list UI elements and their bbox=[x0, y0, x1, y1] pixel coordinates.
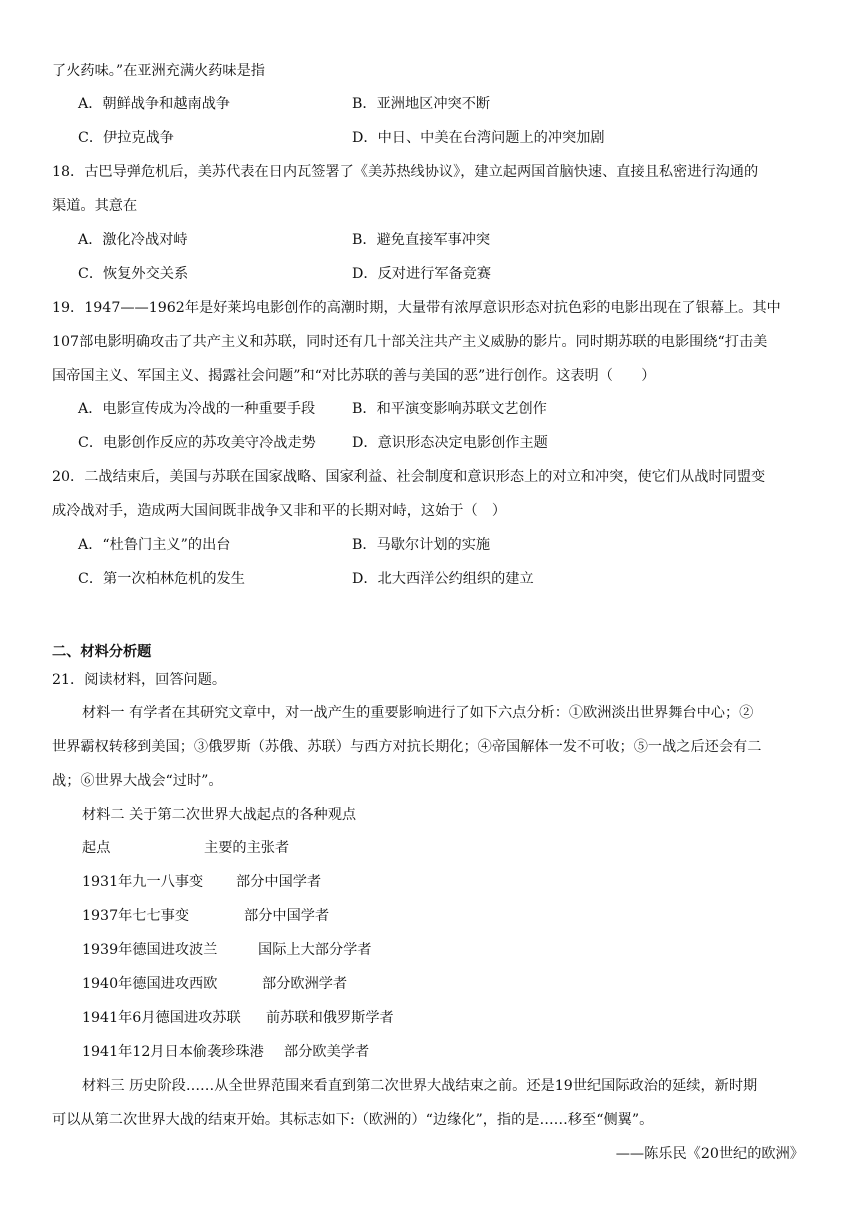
q21-table-row-start: 1940年德国进攻西欧 bbox=[82, 976, 218, 992]
q19-option-a: A．电影宣传成为冷战的一种重要手段 bbox=[78, 401, 316, 417]
q21-table-header-who: 主要的主张者 bbox=[204, 840, 290, 856]
q21-table-row-start: 1939年德国进攻波兰 bbox=[82, 942, 218, 958]
q18-stem-line2: 渠道。其意在 bbox=[52, 198, 138, 214]
q19-stem-line2: 107部电影明确攻击了共产主义和苏联，同时还有几十部关注共产主义威胁的影片。同时期苏联的电影围绕“打击美 bbox=[52, 334, 768, 350]
q21-stem: 21．阅读材料，回答问题。 bbox=[52, 672, 227, 688]
q19-option-c: C．电影创作反应的苏攻美守冷战走势 bbox=[78, 435, 316, 451]
q21-table-row-who: 部分中国学者 bbox=[236, 874, 322, 890]
q20-stem-line2: 成冷战对手，造成两大国间既非战争又非和平的长期对峙，这始于（ ） bbox=[52, 503, 507, 519]
q18-option-c: C．恢复外交关系 bbox=[78, 266, 189, 282]
q17-option-c: C．伊拉克战争 bbox=[78, 130, 174, 146]
q19-stem-line3: 国帝国主义、军国主义、揭露社会问题”和“对比苏联的善与美国的恶”进行创作。这表明（ ） bbox=[52, 368, 656, 384]
q21-table-row-start: 1937年七七事变 bbox=[82, 908, 190, 924]
q21-table-row-start: 1931年九一八事变 bbox=[82, 874, 204, 890]
q20-stem-line1: 20．二战结束后，美国与苏联在国家战略、国家利益、社会制度和意识形态上的对立和冲突，使它们从战时同盟变 bbox=[52, 469, 766, 485]
q21-table-header-start: 起点 bbox=[82, 840, 111, 856]
q21-table-row-who: 前苏联和俄罗斯学者 bbox=[266, 1010, 394, 1026]
q21-table-row-start: 1941年12月日本偷袭珍珠港 bbox=[82, 1044, 264, 1060]
q20-option-c: C．第一次柏林危机的发生 bbox=[78, 571, 245, 587]
q17-option-b: B．亚洲地区冲突不断 bbox=[352, 96, 491, 112]
q21-material2-title: 材料二 关于第二次世界大战起点的各种观点 bbox=[82, 807, 357, 823]
q21-material1-line3: 战；⑥世界大战会“过时”。 bbox=[52, 773, 223, 789]
q18-option-a: A．激化冷战对峙 bbox=[78, 232, 188, 248]
q21-material3-line2: 可以从第二次世界大战的结束开始。其标志如下:（欧洲的）“边缘化”，指的是……移至“侧翼”。 bbox=[52, 1112, 654, 1128]
q21-table-row-who: 国际上大部分学者 bbox=[258, 942, 372, 958]
q20-option-d: D．北大西洋公约组织的建立 bbox=[352, 571, 534, 587]
q19-option-d: D．意识形态决定电影创作主题 bbox=[352, 435, 548, 451]
q17-stem-tail: 了火药味。”在亚洲充满火药味是指 bbox=[52, 63, 265, 79]
q21-table-row-start: 1941年6月德国进攻苏联 bbox=[82, 1010, 241, 1026]
q21-material1-line1: 材料一 有学者在其研究文章中，对一战产生的重要影响进行了如下六点分析：①欧洲淡出世界舞台中心；② bbox=[82, 705, 754, 721]
q18-stem-line1: 18．古巴导弹危机后，美苏代表在日内瓦签署了《美苏热线协议》，建立起两国首脑快速、直接且私密进行沟通的 bbox=[52, 164, 759, 180]
q21-table-row-who: 部分欧美学者 bbox=[284, 1044, 370, 1060]
q21-material3-line1: 材料三 历史阶段……从全世界范围来看直到第二次世界大战结束之前。还是19世纪国际政治的延续，新时期 bbox=[82, 1078, 758, 1094]
q17-option-a: A．朝鲜战争和越南战争 bbox=[78, 96, 231, 112]
q20-option-a: A．“杜鲁门主义”的出台 bbox=[78, 537, 231, 553]
q21-material1-line2: 世界霸权转移到美国；③俄罗斯（苏俄、苏联）与西方对抗长期化；④帝国解体一发不可收；⑤一战之后还会有二 bbox=[52, 739, 762, 755]
q21-material3-source: ——陈乐民《20世纪的欧洲》 bbox=[615, 1146, 804, 1162]
q18-option-d: D．反对进行军备竞赛 bbox=[352, 266, 492, 282]
q21-table-row-who: 部分中国学者 bbox=[244, 908, 330, 924]
q20-option-b: B．马歇尔计划的实施 bbox=[352, 537, 491, 553]
q21-table-row-who: 部分欧洲学者 bbox=[262, 976, 348, 992]
section-heading: 二、材料分析题 bbox=[52, 644, 152, 660]
q19-option-b: B．和平演变影响苏联文艺创作 bbox=[352, 401, 547, 417]
q17-option-d: D．中日、中美在台湾问题上的冲突加剧 bbox=[352, 130, 605, 146]
q18-option-b: B．避免直接军事冲突 bbox=[352, 232, 491, 248]
q19-stem-line1: 19．1947——1962年是好莱坞电影创作的高潮时期，大量带有浓厚意识形态对抗色彩的电影出现在了银幕上。其中 bbox=[52, 300, 781, 316]
